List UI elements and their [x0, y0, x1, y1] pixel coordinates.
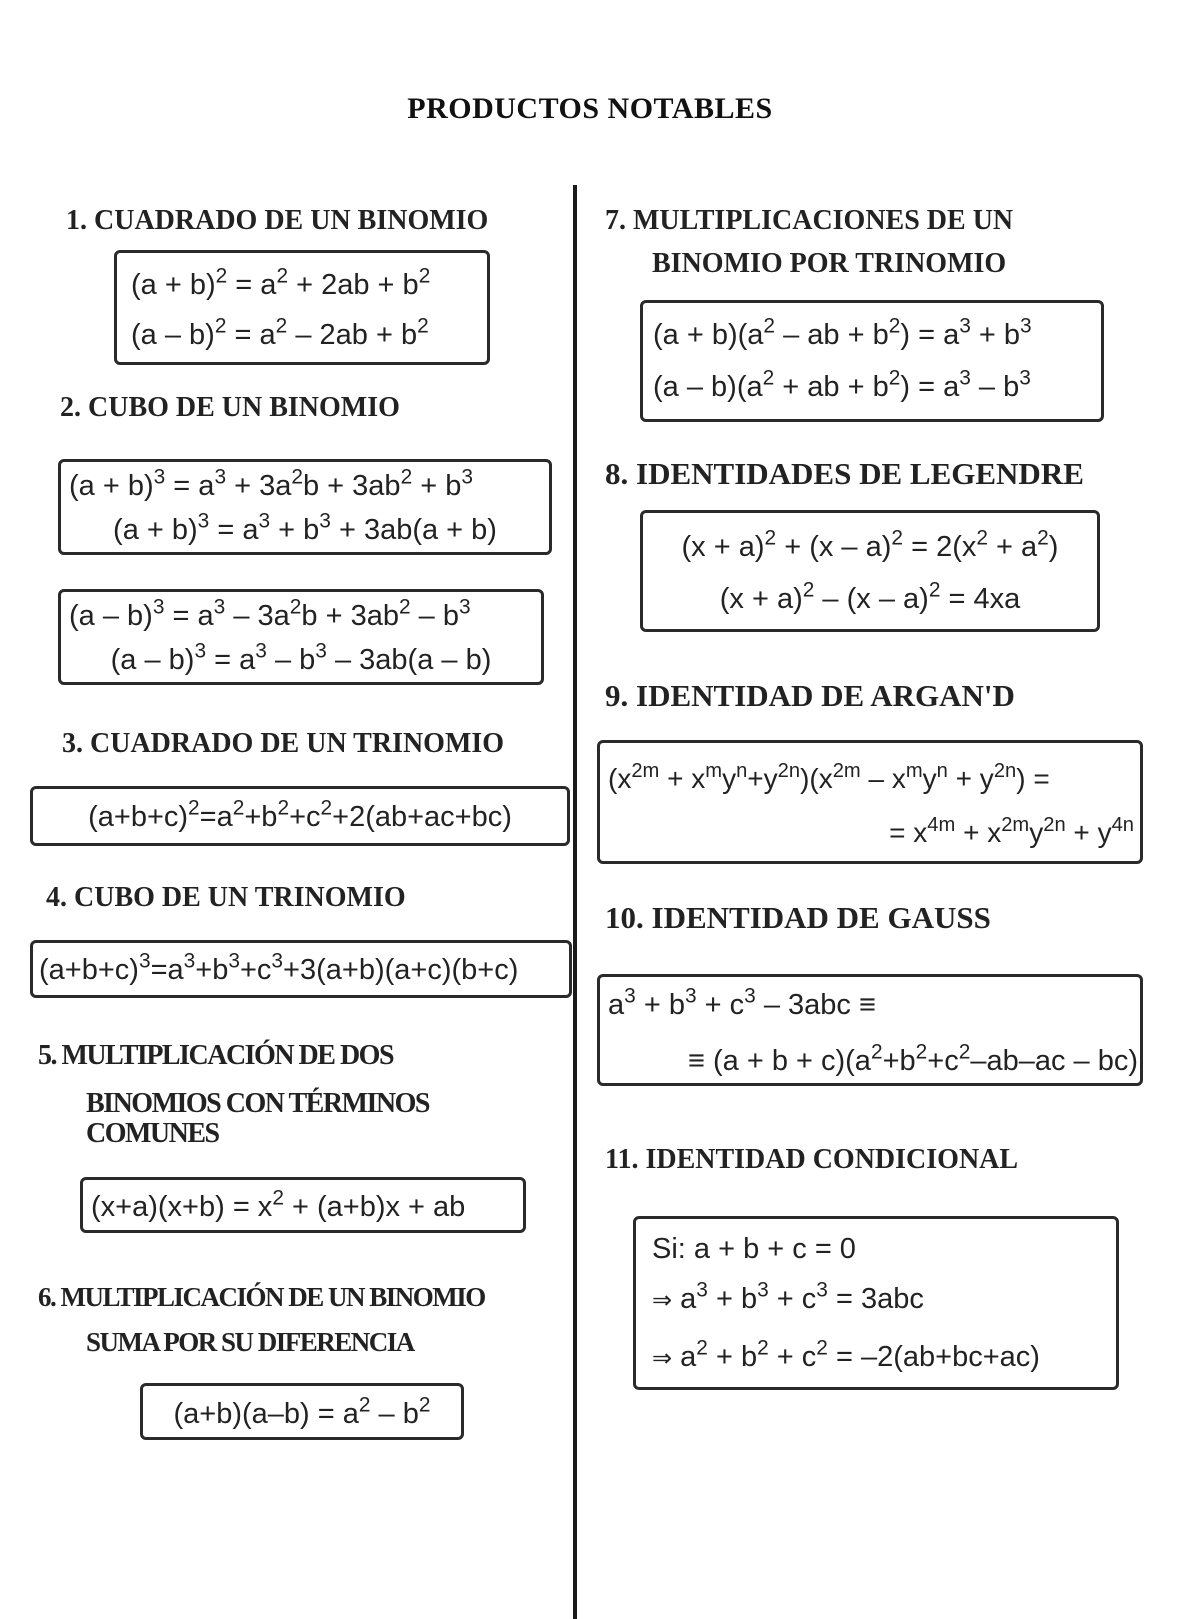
section-11-formula-box: [633, 1216, 1119, 1390]
section-5-heading-line2: BINOMIOS CON TÉRMINOS: [86, 1088, 429, 1119]
section-8-formula-box: [640, 510, 1100, 632]
section-4-formula-box: [30, 940, 572, 998]
implies-icon: ⇒: [652, 1345, 673, 1372]
formula-line: $(a+b+c)^3=a^3+b^3+c^3+3(a+b)(a+c)(b+c)$: [39, 949, 519, 986]
formula-line: $(a + b)^3 = a^3 + 3a^2b + 3ab^2 + b^3$: [69, 465, 474, 502]
section-7-heading: 7. MULTIPLICACIONES DE UN: [605, 205, 1014, 236]
section-11-heading: 11. IDENTIDAD CONDICIONAL: [605, 1144, 1019, 1175]
formula-line: $(x + a)^2 + (x - a)^2 = 2(x^2 + a^2)$: [681, 526, 1059, 563]
section-9-formula-box: [597, 740, 1143, 864]
formula-line: $(a+b+c)^2=a^2+b^2+c^2+2(ab+ac+bc)$: [88, 796, 512, 833]
section-7-formula-box: [640, 300, 1104, 422]
formula-line: $(a + b)(a^2$ – ab + $b^2) = a^3 + b^3$: [653, 314, 1032, 351]
formula-line: $(a + b)^3 = a^3 + b^3 + 3ab(a + b)$: [113, 509, 497, 546]
formula-line: $(a - b)(a^2$ + ab + $b^2) = a^3 - b^3$: [653, 366, 1031, 403]
formula-line: = $x^{4m} + x^{2m}y^{2n} + y^{4n}$: [889, 813, 1134, 848]
formula-line: $(a+b)(a-b) = a^2 - b^2$: [173, 1393, 431, 1430]
formula-line: Si: a + b + c = 0: [652, 1233, 856, 1265]
section-8-heading: 8. IDENTIDADES DE LEGENDRE: [605, 456, 1084, 491]
section-5-heading-line3: COMUNES: [86, 1118, 219, 1149]
section-3-heading: 3. CUADRADO DE UN TRINOMIO: [62, 728, 505, 759]
formula-line: $(x + a)^2 - (x - a)^2 = 4xa$: [719, 578, 1021, 615]
formula-line: $(a - b)^3 = a^3 - b^3 - 3ab(a - b)$: [110, 639, 492, 676]
section-7-heading-line2: BINOMIO POR TRINOMIO: [652, 248, 1007, 279]
section-10-heading: 10. IDENTIDAD DE GAUSS: [605, 900, 991, 935]
section-3-formula-box: [30, 786, 570, 846]
page-title: PRODUCTOS NOTABLES: [407, 92, 773, 125]
section-2-formula-box-plus: [58, 459, 552, 555]
formula-line: $a^3 + b^3 + c^3 - 3abc$ ≡: [608, 984, 876, 1021]
section-6-heading: 6. MULTIPLICACIÓN DE UN BINOMIO: [38, 1282, 485, 1312]
formula-line: $(a + b)^2 = a^2 + 2ab + b^2$: [131, 264, 431, 301]
formula-line: $(a - b)^3 = a^3 - 3a^2b + 3ab^2 - b^3$: [69, 595, 471, 632]
section-1-formula-box: [114, 250, 490, 365]
section-6-heading-line2: SUMA POR SU DIFERENCIA: [86, 1327, 414, 1357]
section-5-formula-box: [80, 1177, 526, 1233]
section-9-heading: 9. IDENTIDAD DE ARGAN'D: [605, 678, 1015, 713]
section-2-formula-box-minus: [58, 589, 544, 685]
section-5-heading: 5. MULTIPLICACIÓN DE DOS: [38, 1040, 394, 1071]
section-1-heading: 1. CUADRADO DE UN BINOMIO: [66, 205, 489, 236]
section-6-formula-box: [140, 1383, 464, 1440]
formula-line: $(x+a)(x+b) = x^2 + (a+b)x$ + ab: [91, 1186, 466, 1223]
formula-line: ⇒ $a^3 + b^3 + c^3 = 3abc$: [652, 1278, 924, 1315]
formula-line: $(x^{2m} + x^my^n+y^{2n})(x^{2m} - x^my^n + y^{2n})$ =: [608, 759, 1050, 794]
section-10-formula-box: [597, 974, 1143, 1086]
formula-line: ⇒ $a^2 + b^2 + c^2 = -2(ab+bc+ac)$: [652, 1336, 1040, 1373]
formula-line: $(a - b)^2 = a^2 - 2ab + b^2$: [131, 314, 429, 351]
column-divider: [573, 185, 577, 1619]
section-2-heading: 2. CUBO DE UN BINOMIO: [60, 392, 400, 423]
formula-line: ≡ $(a + b + c)(a^2+b^2+c^2-ab-ac - bc)$: [688, 1040, 1138, 1077]
implies-icon: ⇒: [652, 1287, 673, 1314]
section-4-heading: 4. CUBO DE UN TRINOMIO: [46, 882, 406, 913]
